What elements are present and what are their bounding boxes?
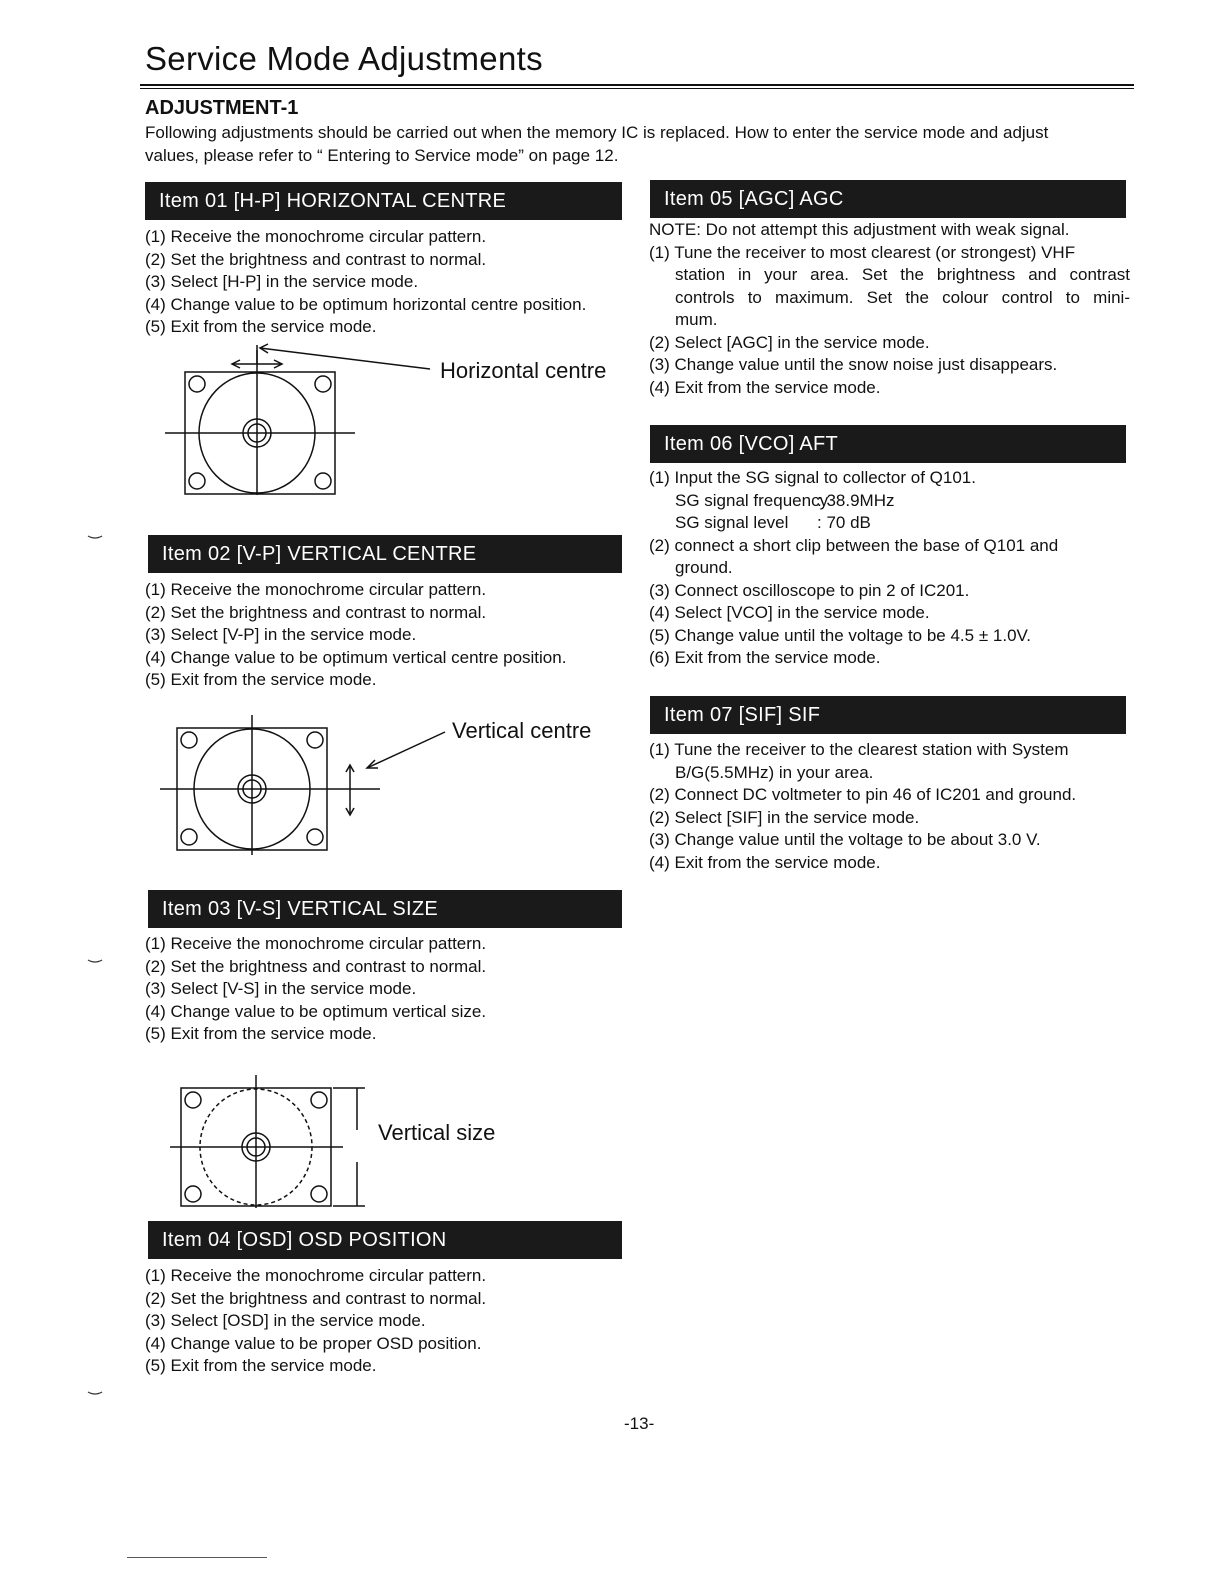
- step: (4) Exit from the service mode.: [649, 377, 881, 397]
- horizontal-centre-diagram: [160, 340, 450, 500]
- step: (5) Change value until the voltage to be 4.5 ± 1.0V.: [649, 625, 1032, 645]
- step: (3) Change value until the voltage to be about 3.0 V.: [649, 830, 1041, 849]
- note: NOTE: Do not attempt this adjustment with weak signal.: [649, 220, 1070, 239]
- sg-frequency-label: SG signal frequency: [675, 490, 829, 510]
- step: (4) Change value to be optimum vertical centre position.: [145, 647, 567, 667]
- step-cont: mum.: [675, 310, 718, 329]
- step: (5) Exit from the service mode.: [145, 1356, 377, 1375]
- vertical-centre-diagram: [155, 710, 455, 870]
- step: (2) Select [AGC] in the service mode.: [649, 332, 930, 352]
- step: (2) Set the brightness and contrast to normal.: [145, 602, 487, 622]
- step: (5) Exit from the service mode.: [145, 317, 377, 336]
- section-heading: ADJUSTMENT-1: [145, 97, 299, 119]
- step: (6) Exit from the service mode.: [649, 648, 881, 667]
- step-cont: B/G(5.5MHz) in your area.: [675, 762, 874, 782]
- step: (1) Receive the monochrome circular pattern.: [145, 934, 487, 953]
- item-01-steps: [145, 226, 586, 339]
- item-05-steps: [649, 219, 1130, 399]
- step: (3) Select [OSD] in the service mode.: [145, 1311, 426, 1330]
- step: (4) Change value to be proper OSD position.: [145, 1333, 482, 1353]
- item-07-banner: Item 07 [SIF] SIF: [650, 696, 1126, 734]
- step: (1) Tune the receiver to most clearest (or strongest) VHF: [649, 242, 1076, 262]
- step: (1) Tune the receiver to the clearest station with System: [649, 740, 1069, 759]
- step: (5) Exit from the service mode.: [145, 670, 377, 689]
- horizontal-centre-label: Horizontal centre: [440, 358, 607, 383]
- item-05-banner: Item 05 [AGC] AGC: [650, 180, 1126, 218]
- item-01-banner: Item 01 [H-P] HORIZONTAL CENTRE: [145, 182, 622, 220]
- step: (1) Receive the monochrome circular pattern.: [145, 1266, 487, 1285]
- page-title: Service Mode Adjustments: [145, 40, 543, 77]
- item-07-steps: [649, 739, 1130, 874]
- intro-paragraph: Following adjustments should be carried out when the memory IC is replaced. How to enter the service mode and adjust values, please refer to “ Entering to Service mode” on page 12.: [145, 123, 1049, 165]
- page-number: -13-: [624, 1414, 655, 1433]
- step: (2) connect a short clip between the base of Q101 and: [649, 535, 1059, 555]
- margin-marks: [86, 530, 106, 1400]
- step: (4) Change value to be optimum vertical size.: [145, 1001, 487, 1021]
- step: (1) Receive the monochrome circular pattern.: [145, 227, 487, 246]
- item-06-banner: Item 06 [VCO] AFT: [650, 425, 1126, 463]
- step: (4) Select [VCO] in the service mode.: [649, 603, 930, 622]
- footer-divider: [127, 1557, 267, 1558]
- item-02-steps: [145, 579, 566, 692]
- step-cont: ground.: [675, 558, 733, 577]
- step: (3) Select [H-P] in the service mode.: [145, 272, 419, 291]
- vertical-size-diagram: [165, 1072, 375, 1212]
- step: (4) Exit from the service mode.: [649, 852, 881, 872]
- step: (4) Change value to be optimum horizontal centre position.: [145, 294, 587, 314]
- step-cont: station in your area. Set the brightness and contrast: [675, 265, 1130, 284]
- sg-frequency-value: : 38.9MHz: [817, 490, 895, 510]
- step: (2) Set the brightness and contrast to normal.: [145, 956, 487, 976]
- step: (3) Select [V-P] in the service mode.: [145, 625, 417, 644]
- item-03-steps: [145, 933, 486, 1046]
- item-06-steps: [649, 467, 1130, 670]
- sg-level-label: SG signal level: [675, 513, 789, 532]
- step: (1) Receive the monochrome circular pattern.: [145, 580, 487, 599]
- sg-level-value: : 70 dB: [817, 513, 871, 532]
- step: (3) Select [V-S] in the service mode.: [145, 979, 417, 998]
- item-04-steps: [145, 1265, 486, 1378]
- step: (2) Set the brightness and contrast to normal.: [145, 1288, 487, 1308]
- sg-frequency: [649, 490, 1130, 513]
- step: (2) Select [SIF] in the service mode.: [649, 807, 920, 827]
- step: (5) Exit from the service mode.: [145, 1024, 377, 1043]
- step: (2) Connect DC voltmeter to pin 46 of IC201 and ground.: [649, 785, 1077, 804]
- title-rule: [140, 84, 1134, 86]
- item-04-banner: Item 04 [OSD] OSD POSITION: [148, 1221, 622, 1259]
- item-03-banner: Item 03 [V-S] VERTICAL SIZE: [148, 890, 622, 928]
- vertical-size-label: Vertical size: [378, 1120, 496, 1145]
- step: (3) Connect oscilloscope to pin 2 of IC201.: [649, 580, 970, 600]
- step-cont: controls to maximum. Set the colour control to mini-: [675, 287, 1130, 307]
- item-02-banner: Item 02 [V-P] VERTICAL CENTRE: [148, 535, 622, 573]
- step: (3) Change value until the snow noise just disappears.: [649, 355, 1058, 374]
- vertical-centre-label: Vertical centre: [452, 718, 592, 743]
- step: (1) Input the SG signal to collector of Q101.: [649, 468, 976, 487]
- sg-level: [649, 512, 1130, 535]
- title-rule-thin: [140, 88, 1134, 89]
- step: (2) Set the brightness and contrast to normal.: [145, 249, 487, 269]
